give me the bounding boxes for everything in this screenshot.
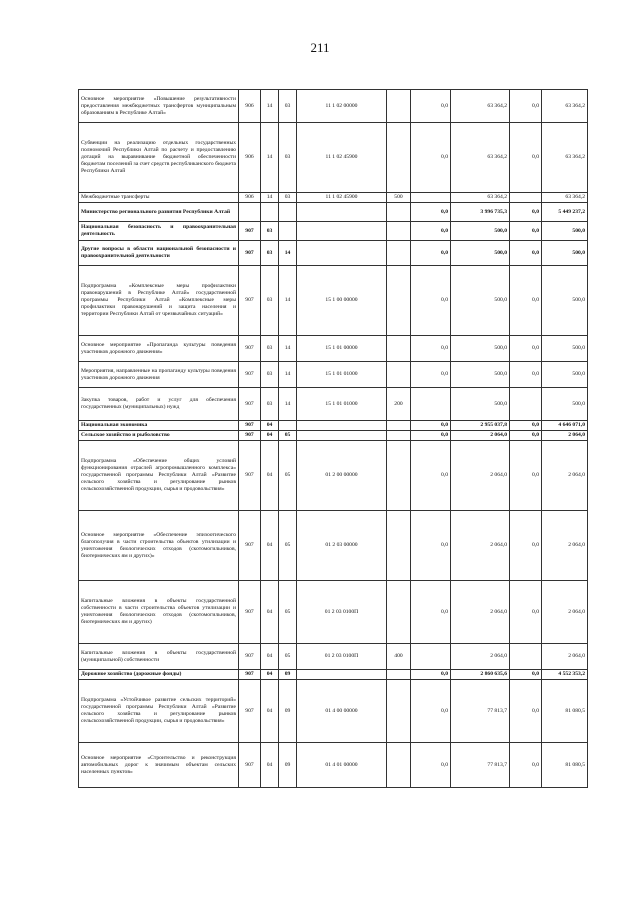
row-sum-2-cell: 2 955 037,8	[451, 421, 510, 431]
row-sum-3-cell: 0,0	[510, 123, 542, 193]
row-target-article-cell: 01 4 00 00000	[297, 680, 387, 743]
row-sum-4-cell: 2 064,0	[542, 431, 588, 441]
row-section-cell: 04	[261, 581, 279, 644]
row-target-article-cell: 01 2 00 00000	[297, 441, 387, 511]
row-target-article-cell: 01 2 03 00000	[297, 511, 387, 581]
row-name-cell: Другие вопросы в области национальной безопасности и правоохранительной деятельности	[79, 241, 239, 266]
row-subsection-cell: 05	[279, 441, 297, 511]
row-expense-type-cell: 200	[387, 388, 411, 421]
row-subsection-cell: 03	[279, 123, 297, 193]
row-name-cell: Подпрограмма «Обеспечение общих условий функционирования отраслей агропромышленного комплекса» государственной программы Республики Алтай «Развитие сельского хозяйства и регулирование рынков сельскохозяйственной продукции, сырья и продовольствия»	[79, 441, 239, 511]
table-row	[79, 441, 588, 511]
table-row	[79, 581, 588, 644]
row-sum-1-cell: 0,0	[411, 266, 451, 336]
row-section-cell: 03	[261, 362, 279, 388]
row-sum-3-cell: 0,0	[510, 222, 542, 241]
row-name-cell: Основное мероприятие «Обеспечение эпизоотического благополучия в части строительства объектов утилизации и уничтожения биологических отходов (скотомогильников, биотермических ям и других)»	[79, 511, 239, 581]
row-target-article-cell	[297, 421, 387, 431]
row-sum-1-cell: 0,0	[411, 441, 451, 511]
row-sum-4-cell: 63 364,2	[542, 123, 588, 193]
row-expense-type-cell	[387, 123, 411, 193]
row-grbs-cell: 907	[239, 644, 261, 670]
row-sum-2-cell: 2 064,0	[451, 644, 510, 670]
row-grbs-cell: 906	[239, 90, 261, 123]
table-row	[79, 431, 588, 441]
row-expense-type-cell	[387, 203, 411, 222]
row-grbs-cell: 906	[239, 123, 261, 193]
row-sum-3-cell: 0,0	[510, 362, 542, 388]
row-sum-2-cell: 77 813,7	[451, 680, 510, 743]
row-sum-1-cell: 0,0	[411, 743, 451, 788]
row-name-cell: Основное мероприятие «Пропаганда культуры поведения участников дорожного движения»	[79, 336, 239, 362]
row-sum-2-cell: 500,0	[451, 336, 510, 362]
row-sum-4-cell: 2 064,0	[542, 441, 588, 511]
row-target-article-cell: 11 1 02 45900	[297, 123, 387, 193]
row-sum-2-cell: 500,0	[451, 266, 510, 336]
row-section-cell: 03	[261, 222, 279, 241]
row-expense-type-cell: 400	[387, 644, 411, 670]
row-expense-type-cell	[387, 266, 411, 336]
row-sum-1-cell: 0,0	[411, 680, 451, 743]
row-sum-1-cell: 0,0	[411, 431, 451, 441]
table-row	[79, 123, 588, 193]
row-section-cell: 03	[261, 266, 279, 336]
row-subsection-cell: 14	[279, 388, 297, 421]
row-sum-4-cell: 500,0	[542, 266, 588, 336]
row-grbs-cell: 907	[239, 222, 261, 241]
row-sum-1-cell: 0,0	[411, 581, 451, 644]
row-sum-3-cell: 0,0	[510, 336, 542, 362]
row-name-cell: Министерство регионального развития Республики Алтай	[79, 203, 239, 222]
row-expense-type-cell	[387, 362, 411, 388]
row-sum-4-cell: 63 364,2	[542, 193, 588, 203]
row-subsection-cell: 09	[279, 743, 297, 788]
row-grbs-cell: 907	[239, 680, 261, 743]
table-row	[79, 203, 588, 222]
row-sum-4-cell: 500,0	[542, 336, 588, 362]
row-name-cell: Субвенции на реализацию отдельных государственных полномочий Республики Алтай по расчету и предоставлению дотаций на выравнивание бюджетной обеспеченности бюджетам поселений за счет средств республиканского бюджета Республики Алтай	[79, 123, 239, 193]
row-sum-3-cell: 0,0	[510, 670, 542, 680]
row-sum-4-cell: 2 064,0	[542, 511, 588, 581]
row-sum-4-cell: 81 080,5	[542, 680, 588, 743]
row-subsection-cell	[279, 421, 297, 431]
row-sum-1-cell: 0,0	[411, 421, 451, 431]
row-grbs-cell: 907	[239, 581, 261, 644]
row-subsection-cell	[279, 203, 297, 222]
row-section-cell: 04	[261, 431, 279, 441]
row-subsection-cell: 14	[279, 336, 297, 362]
row-subsection-cell: 14	[279, 266, 297, 336]
row-expense-type-cell	[387, 336, 411, 362]
row-expense-type-cell	[387, 581, 411, 644]
table-row	[79, 644, 588, 670]
table-row	[79, 90, 588, 123]
row-name-cell: Мероприятия, направленные на пропаганду культуры поведения участников дорожного движения	[79, 362, 239, 388]
row-expense-type-cell	[387, 90, 411, 123]
row-target-article-cell: 01 4 01 00000	[297, 743, 387, 788]
row-subsection-cell: 09	[279, 670, 297, 680]
row-sum-2-cell: 2 064,0	[451, 441, 510, 511]
row-sum-4-cell: 2 064,0	[542, 644, 588, 670]
row-grbs-cell: 906	[239, 193, 261, 203]
row-name-cell: Основное мероприятие «Повышение результативности предоставления межбюджетных трансфертов муниципальным образованиям в Республике Алтай»	[79, 90, 239, 123]
row-target-article-cell: 15 1 01 00000	[297, 336, 387, 362]
row-section-cell: 03	[261, 388, 279, 421]
row-subsection-cell: 03	[279, 90, 297, 123]
row-sum-3-cell: 0,0	[510, 90, 542, 123]
row-name-cell: Дорожное хозяйство (дорожные фонды)	[79, 670, 239, 680]
row-sum-1-cell: 0,0	[411, 241, 451, 266]
row-sum-3-cell: 0,0	[510, 266, 542, 336]
row-sum-4-cell: 63 364,2	[542, 90, 588, 123]
row-sum-3-cell	[510, 388, 542, 421]
row-sum-3-cell: 0,0	[510, 431, 542, 441]
row-sum-4-cell: 500,0	[542, 388, 588, 421]
row-section-cell	[261, 203, 279, 222]
row-expense-type-cell	[387, 680, 411, 743]
table-row	[79, 336, 588, 362]
row-sum-3-cell	[510, 193, 542, 203]
row-sum-3-cell: 0,0	[510, 743, 542, 788]
row-subsection-cell: 05	[279, 581, 297, 644]
table-row	[79, 511, 588, 581]
row-expense-type-cell	[387, 431, 411, 441]
row-sum-2-cell: 500,0	[451, 222, 510, 241]
row-section-cell: 03	[261, 336, 279, 362]
row-sum-4-cell: 4 552 353,2	[542, 670, 588, 680]
row-sum-4-cell: 500,0	[542, 362, 588, 388]
table-body	[79, 90, 588, 788]
row-grbs-cell: 907	[239, 362, 261, 388]
row-name-cell: Подпрограмма «Устойчивое развитие сельских территорий» государственной программы Республики Алтай «Развитие сельского хозяйства и регулирование рынков сельскохозяйственной продукции, сырья и продовольствия»	[79, 680, 239, 743]
table-row	[79, 743, 588, 788]
row-target-article-cell: 15 1 01 01000	[297, 388, 387, 421]
row-grbs-cell: 907	[239, 670, 261, 680]
row-section-cell: 04	[261, 644, 279, 670]
row-subsection-cell: 05	[279, 511, 297, 581]
row-sum-2-cell: 2 064,0	[451, 431, 510, 441]
row-expense-type-cell	[387, 670, 411, 680]
row-sum-1-cell: 0,0	[411, 670, 451, 680]
row-sum-3-cell: 0,0	[510, 680, 542, 743]
row-target-article-cell: 15 1 00 00000	[297, 266, 387, 336]
table-row	[79, 266, 588, 336]
row-target-article-cell: 11 1 02 00000	[297, 90, 387, 123]
row-sum-4-cell: 4 646 071,0	[542, 421, 588, 431]
table-row	[79, 362, 588, 388]
row-sum-1-cell	[411, 193, 451, 203]
table-row	[79, 193, 588, 203]
row-subsection-cell: 03	[279, 193, 297, 203]
row-sum-1-cell	[411, 644, 451, 670]
row-expense-type-cell	[387, 222, 411, 241]
row-sum-3-cell: 0,0	[510, 241, 542, 266]
row-section-cell: 14	[261, 123, 279, 193]
row-target-article-cell: 01 2 03 0100П	[297, 644, 387, 670]
row-sum-4-cell: 500,0	[542, 222, 588, 241]
row-sum-3-cell	[510, 644, 542, 670]
row-sum-2-cell: 2 064,0	[451, 581, 510, 644]
row-section-cell: 04	[261, 511, 279, 581]
row-sum-2-cell: 63 364,2	[451, 123, 510, 193]
row-sum-3-cell: 0,0	[510, 511, 542, 581]
row-subsection-cell: 14	[279, 241, 297, 266]
row-sum-1-cell: 0,0	[411, 336, 451, 362]
row-name-cell: Капитальные вложения в объекты государственной собственности в части строительства объектов утилизации и уничтожения биологических отходов (скотомогильников, биотермических ям и других)	[79, 581, 239, 644]
row-target-article-cell	[297, 670, 387, 680]
row-subsection-cell: 09	[279, 680, 297, 743]
table-row	[79, 241, 588, 266]
row-grbs-cell: 907	[239, 441, 261, 511]
row-target-article-cell	[297, 222, 387, 241]
row-subsection-cell	[279, 222, 297, 241]
row-sum-2-cell: 2 064,0	[451, 511, 510, 581]
row-target-article-cell: 01 2 03 0100П	[297, 581, 387, 644]
row-sum-2-cell: 500,0	[451, 241, 510, 266]
row-sum-3-cell: 0,0	[510, 421, 542, 431]
row-grbs-cell: 907	[239, 743, 261, 788]
row-grbs-cell: 907	[239, 511, 261, 581]
row-grbs-cell: 907	[239, 431, 261, 441]
row-sum-3-cell: 0,0	[510, 441, 542, 511]
row-name-cell: Национальная безопасность и правоохранительная деятельность	[79, 222, 239, 241]
row-section-cell: 14	[261, 90, 279, 123]
row-grbs-cell: 907	[239, 266, 261, 336]
row-sum-2-cell: 2 860 635,6	[451, 670, 510, 680]
row-name-cell: Закупка товаров, работ и услуг для обеспечения государственных (муниципальных) нужд	[79, 388, 239, 421]
row-sum-3-cell: 0,0	[510, 203, 542, 222]
row-sum-1-cell: 0,0	[411, 222, 451, 241]
row-section-cell: 04	[261, 441, 279, 511]
row-sum-2-cell: 77 813,7	[451, 743, 510, 788]
row-target-article-cell	[297, 203, 387, 222]
row-name-cell: Подпрограмма «Комплексные меры профилактики правонарушений в Республике Алтай» государственной программы Республики Алтай «Комплексные меры профилактики правонарушений и защита населения и территории Республики Алтай от чрезвычайных ситуаций»	[79, 266, 239, 336]
row-sum-2-cell: 3 996 735,3	[451, 203, 510, 222]
row-sum-4-cell: 2 064,0	[542, 581, 588, 644]
table-row	[79, 680, 588, 743]
row-target-article-cell: 15 1 01 01000	[297, 362, 387, 388]
row-sum-2-cell: 63 364,2	[451, 193, 510, 203]
page-number: 211	[310, 40, 330, 55]
table-row	[79, 388, 588, 421]
row-sum-1-cell: 0,0	[411, 203, 451, 222]
row-sum-2-cell: 500,0	[451, 362, 510, 388]
row-section-cell: 04	[261, 670, 279, 680]
row-target-article-cell	[297, 431, 387, 441]
row-sum-2-cell: 500,0	[451, 388, 510, 421]
row-grbs-cell	[239, 203, 261, 222]
row-name-cell: Межбюджетные трансферты	[79, 193, 239, 203]
row-section-cell: 03	[261, 241, 279, 266]
row-sum-4-cell: 81 080,5	[542, 743, 588, 788]
row-name-cell: Национальная экономика	[79, 421, 239, 431]
row-expense-type-cell	[387, 743, 411, 788]
row-target-article-cell	[297, 241, 387, 266]
row-expense-type-cell: 500	[387, 193, 411, 203]
table-row	[79, 421, 588, 431]
row-subsection-cell: 14	[279, 362, 297, 388]
row-grbs-cell: 907	[239, 388, 261, 421]
row-expense-type-cell	[387, 441, 411, 511]
row-section-cell: 04	[261, 743, 279, 788]
row-grbs-cell: 907	[239, 336, 261, 362]
row-grbs-cell: 907	[239, 241, 261, 266]
row-subsection-cell: 05	[279, 644, 297, 670]
row-section-cell: 04	[261, 421, 279, 431]
row-expense-type-cell	[387, 421, 411, 431]
row-section-cell: 04	[261, 680, 279, 743]
row-expense-type-cell	[387, 241, 411, 266]
row-sum-2-cell: 63 364,2	[451, 90, 510, 123]
row-sum-1-cell: 0,0	[411, 123, 451, 193]
row-grbs-cell: 907	[239, 421, 261, 431]
row-name-cell: Основное мероприятие «Строительство и реконструкция автомобильных дорог к значимым объектам сельских населенных пунктов»	[79, 743, 239, 788]
row-subsection-cell: 05	[279, 431, 297, 441]
table-row	[79, 222, 588, 241]
budget-table	[78, 89, 588, 788]
row-name-cell: Сельское хозяйство и рыболовство	[79, 431, 239, 441]
row-target-article-cell: 11 1 02 45900	[297, 193, 387, 203]
row-name-cell: Капитальные вложения в объекты государственной (муниципальной) собственности	[79, 644, 239, 670]
row-sum-1-cell	[411, 388, 451, 421]
row-sum-3-cell: 0,0	[510, 581, 542, 644]
table-row	[79, 670, 588, 680]
row-sum-1-cell: 0,0	[411, 362, 451, 388]
row-sum-4-cell: 5 449 237,2	[542, 203, 588, 222]
row-sum-1-cell: 0,0	[411, 90, 451, 123]
row-expense-type-cell	[387, 511, 411, 581]
row-sum-4-cell: 500,0	[542, 241, 588, 266]
row-sum-1-cell: 0,0	[411, 511, 451, 581]
row-section-cell: 14	[261, 193, 279, 203]
